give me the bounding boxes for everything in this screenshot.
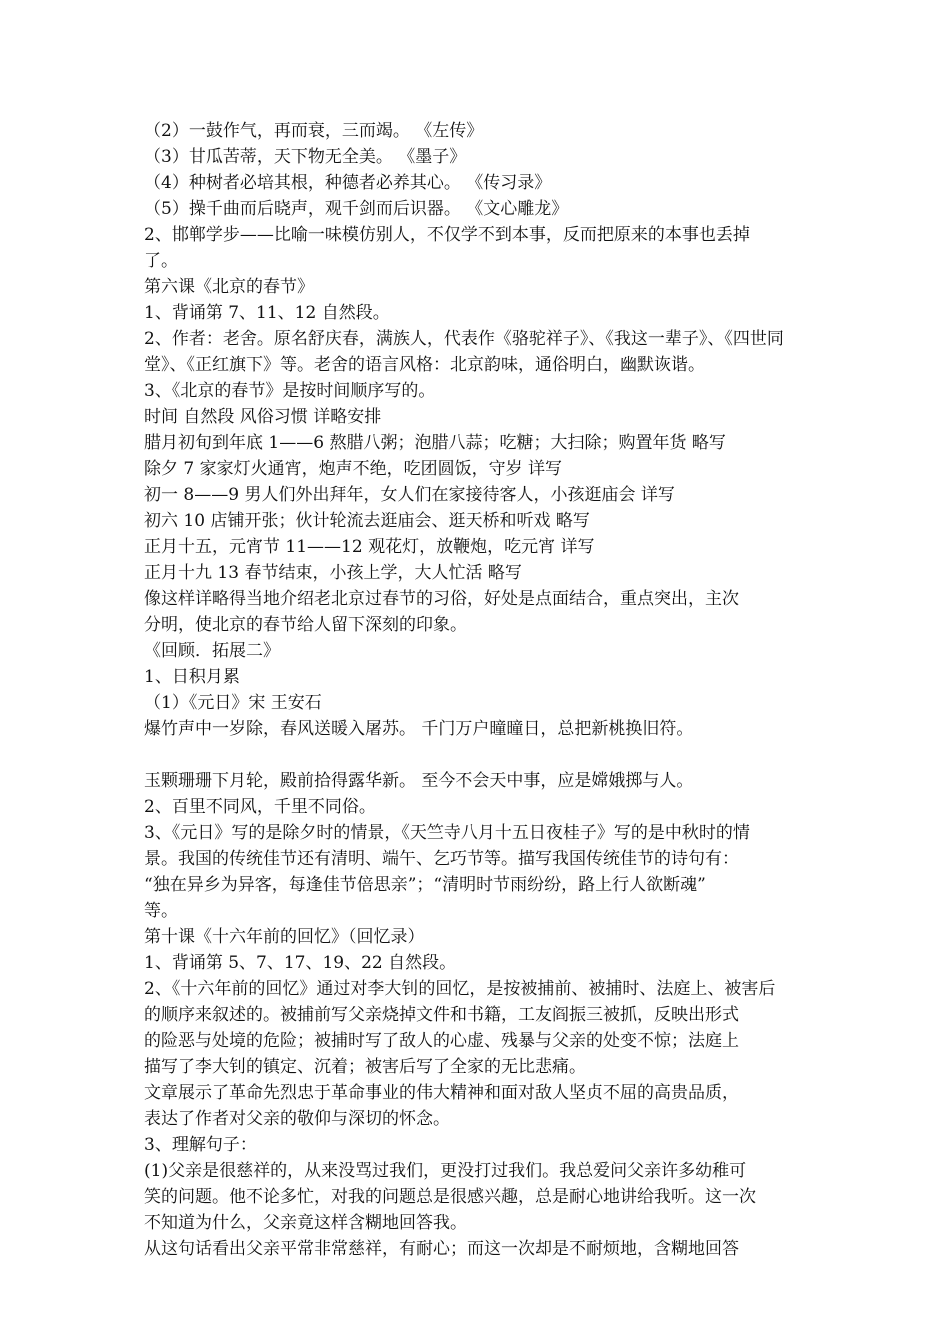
text-line: 1、日积月累 <box>144 667 240 687</box>
text-line: 的险恶与处境的危险；被捕时写了敌人的心虚、残暴与父亲的处变不惊；法庭上 <box>144 1031 739 1051</box>
table-row-line: 初六 10 店铺开张；伙计轮流去逛庙会、逛天桥和听戏 略写 <box>144 511 590 531</box>
text-line: 的顺序来叙述的。被捕前写父亲烧掉文件和书籍，工友阎振三被抓，反映出形式 <box>144 1005 739 1025</box>
section-heading: 第六课《北京的春节》 <box>144 277 314 297</box>
table-row-line: 正月十九 13 春节结束，小孩上学，大人忙活 略写 <box>144 563 522 583</box>
text-line: 2、邯郸学步——比喻一味模仿别人，不仅学不到本事，反而把原来的本事也丢掉 <box>144 225 750 245</box>
text-line: 爆竹声中一岁除，春风送暖入屠苏。 千门万户曈曈日，总把新桃换旧符。 <box>144 719 694 739</box>
section-heading: 第十课《十六年前的回忆》（回忆录） <box>144 927 425 947</box>
text-line: 2、《十六年前的回忆》通过对李大钊的回忆，是按被捕前、被捕时、法庭上、被害后 <box>144 979 776 999</box>
text-line: “独在异乡为异客，每逢佳节倍思亲”；“清明时节雨纷纷，路上行人欲断魂” <box>144 875 706 895</box>
text-line: 像这样详略得当地介绍老北京过春节的习俗，好处是点面结合，重点突出，主次 <box>144 589 739 609</box>
text-line: 景。我国的传统佳节还有清明、端午、乞巧节等。描写我国传统佳节的诗句有： <box>144 849 739 869</box>
text-line: 1、背诵第 7、11、12 自然段。 <box>144 303 390 323</box>
text-line: 了。 <box>144 251 178 271</box>
text-line: 堂》、《正红旗下》等。老舍的语言风格：北京韵味，通俗明白，幽默诙谐。 <box>144 355 705 375</box>
table-row-line: 正月十五，元宵节 11——12 观花灯，放鞭炮，吃元宵 详写 <box>144 537 595 557</box>
text-line: 3、《元日》写的是除夕时的情景，《天竺寺八月十五日夜桂子》写的是中秋时的情 <box>144 823 750 843</box>
text-line: （4）种树者必培其根，种德者必养其心。 《传习录》 <box>144 173 552 193</box>
text-line: （5）操千曲而后晓声，观千剑而后识器。 《文心雕龙》 <box>144 199 569 219</box>
text-line: 从这句话看出父亲平常非常慈祥，有耐心；而这一次却是不耐烦地，含糊地回答 <box>144 1239 739 1259</box>
text-line: 玉颗珊珊下月轮，殿前拾得露华新。 至今不会天中事，应是嫦娥掷与人。 <box>144 771 694 791</box>
text-line: 笑的问题。他不论多忙，对我的问题总是很感兴趣，总是耐心地讲给我听。这一次 <box>144 1187 756 1207</box>
text-block-1 <box>144 118 814 742</box>
table-row-line: 除夕 7 家家灯火通宵，炮声不绝，吃团圆饭，守岁 详写 <box>144 459 563 479</box>
text-line: （1）《元日》宋 王安石 <box>144 693 322 713</box>
text-line: 文章展示了革命先烈忠于革命事业的伟大精神和面对敌人坚贞不屈的高贵品质， <box>144 1083 739 1103</box>
section-heading: 《回顾．拓展二》 <box>144 641 280 661</box>
text-line: 表达了作者对父亲的敬仰与深切的怀念。 <box>144 1109 450 1129</box>
text-line: 2、作者：老舍。原名舒庆春，满族人，代表作《骆驼祥子》、《我这一辈子》、《四世同 <box>144 329 784 349</box>
text-block-2 <box>144 768 814 1262</box>
text-line: 2、百里不同风，千里不同俗。 <box>144 797 376 817</box>
text-line: （3）甘瓜苦蒂，天下物无全美。 《墨子》 <box>144 147 467 167</box>
table-row-line: 腊月初旬到年底 1——6 熬腊八粥；泡腊八蒜；吃糖；大扫除；购置年货 略写 <box>144 433 726 453</box>
text-line: 等。 <box>144 901 178 921</box>
table-header-line: 时间 自然段 风俗习惯 详略安排 <box>144 407 382 427</box>
text-line: 1、背诵第 5、7、17、19、22 自然段。 <box>144 953 457 973</box>
table-row-line: 初一 8——9 男人们外出拜年，女人们在家接待客人，小孩逛庙会 详写 <box>144 485 675 505</box>
document-page <box>144 118 814 1262</box>
text-line: 分明，使北京的春节给人留下深刻的印象。 <box>144 615 467 635</box>
text-line: (1)父亲是很慈祥的，从来没骂过我们，更没打过我们。我总爱问父亲许多幼稚可 <box>144 1161 747 1181</box>
icon-text-line <box>144 742 814 768</box>
text-line: （2）一鼓作气，再而衰，三而竭。 《左传》 <box>144 121 484 141</box>
text-line: 3、《北京的春节》是按时间顺序写的。 <box>144 381 436 401</box>
text-line: 不知道为什么，父亲竟这样含糊地回答我。 <box>144 1213 467 1233</box>
text-line: 描写了李大钊的镇定、沉着；被害后写了全家的无比悲痛。 <box>144 1057 586 1077</box>
text-line: 3、理解句子： <box>144 1135 257 1155</box>
